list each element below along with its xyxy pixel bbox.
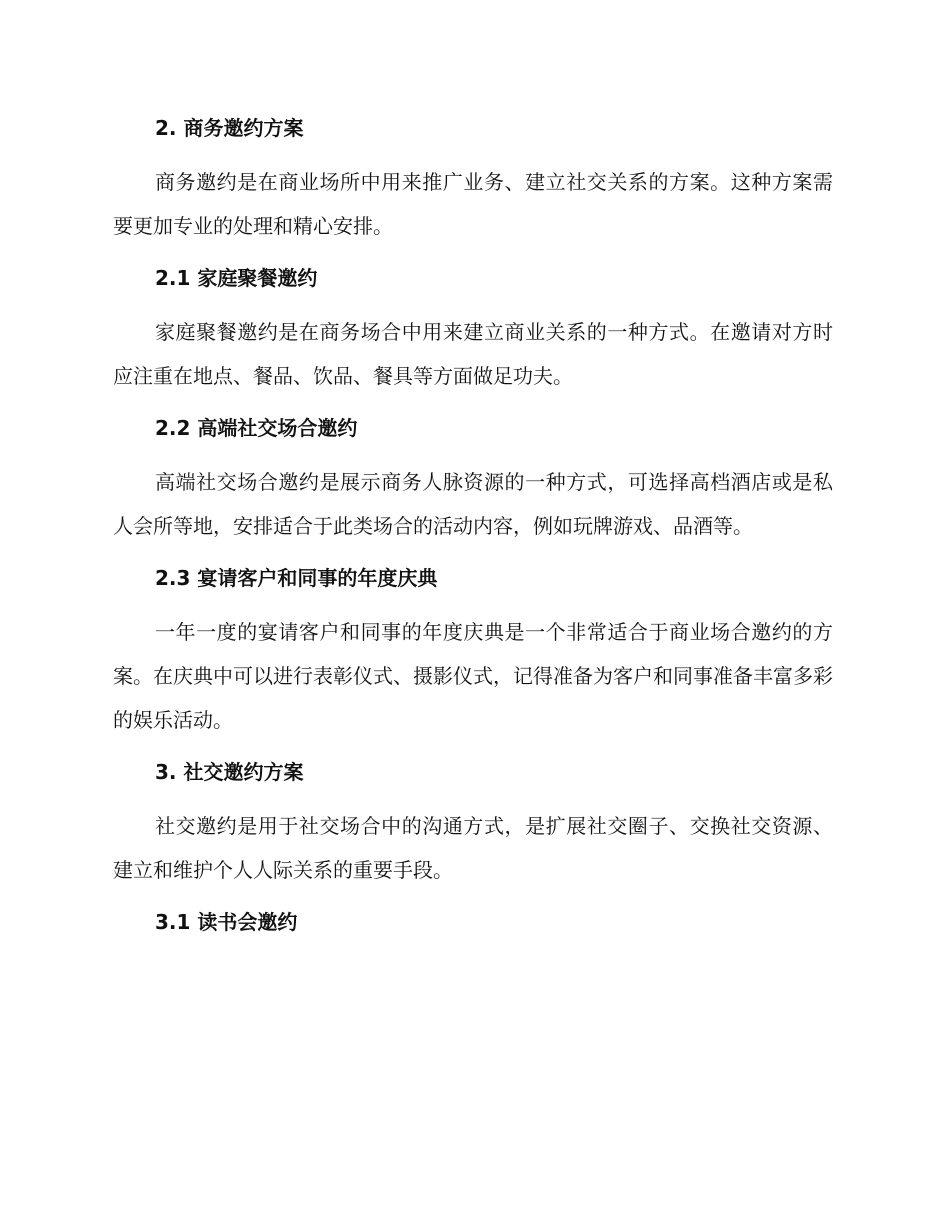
section-heading: 3. 社交邀约方案: [155, 760, 304, 784]
section-heading: 2. 商务邀约方案: [155, 116, 304, 140]
section-paragraph: 社交邀约是用于社交场合中的沟通方式，是扩展社交圈子、交换社交资源、建立和维护个人人际关系的重要手段。: [113, 814, 833, 882]
section-heading: 2.1 家庭聚餐邀约: [155, 266, 318, 290]
section-heading: 2.3 宴请客户和同事的年度庆典: [155, 566, 438, 590]
section-heading: 2.2 高端社交场合邀约: [155, 416, 358, 440]
document-page: [113, 110, 833, 954]
section-paragraph: 一年一度的宴请客户和同事的年度庆典是一个非常适合于商业场合邀约的方案。在庆典中可以进行表彰仪式、摄影仪式，记得准备为客户和同事准备丰富多彩的娱乐活动。: [113, 620, 833, 732]
section-paragraph: 商务邀约是在商业场所中用来推广业务、建立社交关系的方案。这种方案需要更加专业的处理和精心安排。: [113, 170, 833, 238]
section-paragraph: 家庭聚餐邀约是在商务场合中用来建立商业关系的一种方式。在邀请对方时应注重在地点、餐品、饮品、餐具等方面做足功夫。: [113, 320, 833, 388]
section-paragraph: 高端社交场合邀约是展示商务人脉资源的一种方式，可选择高档酒店或是私人会所等地，安排适合于此类场合的活动内容，例如玩牌游戏、品酒等。: [113, 470, 833, 538]
section-heading: 3.1 读书会邀约: [155, 910, 298, 934]
